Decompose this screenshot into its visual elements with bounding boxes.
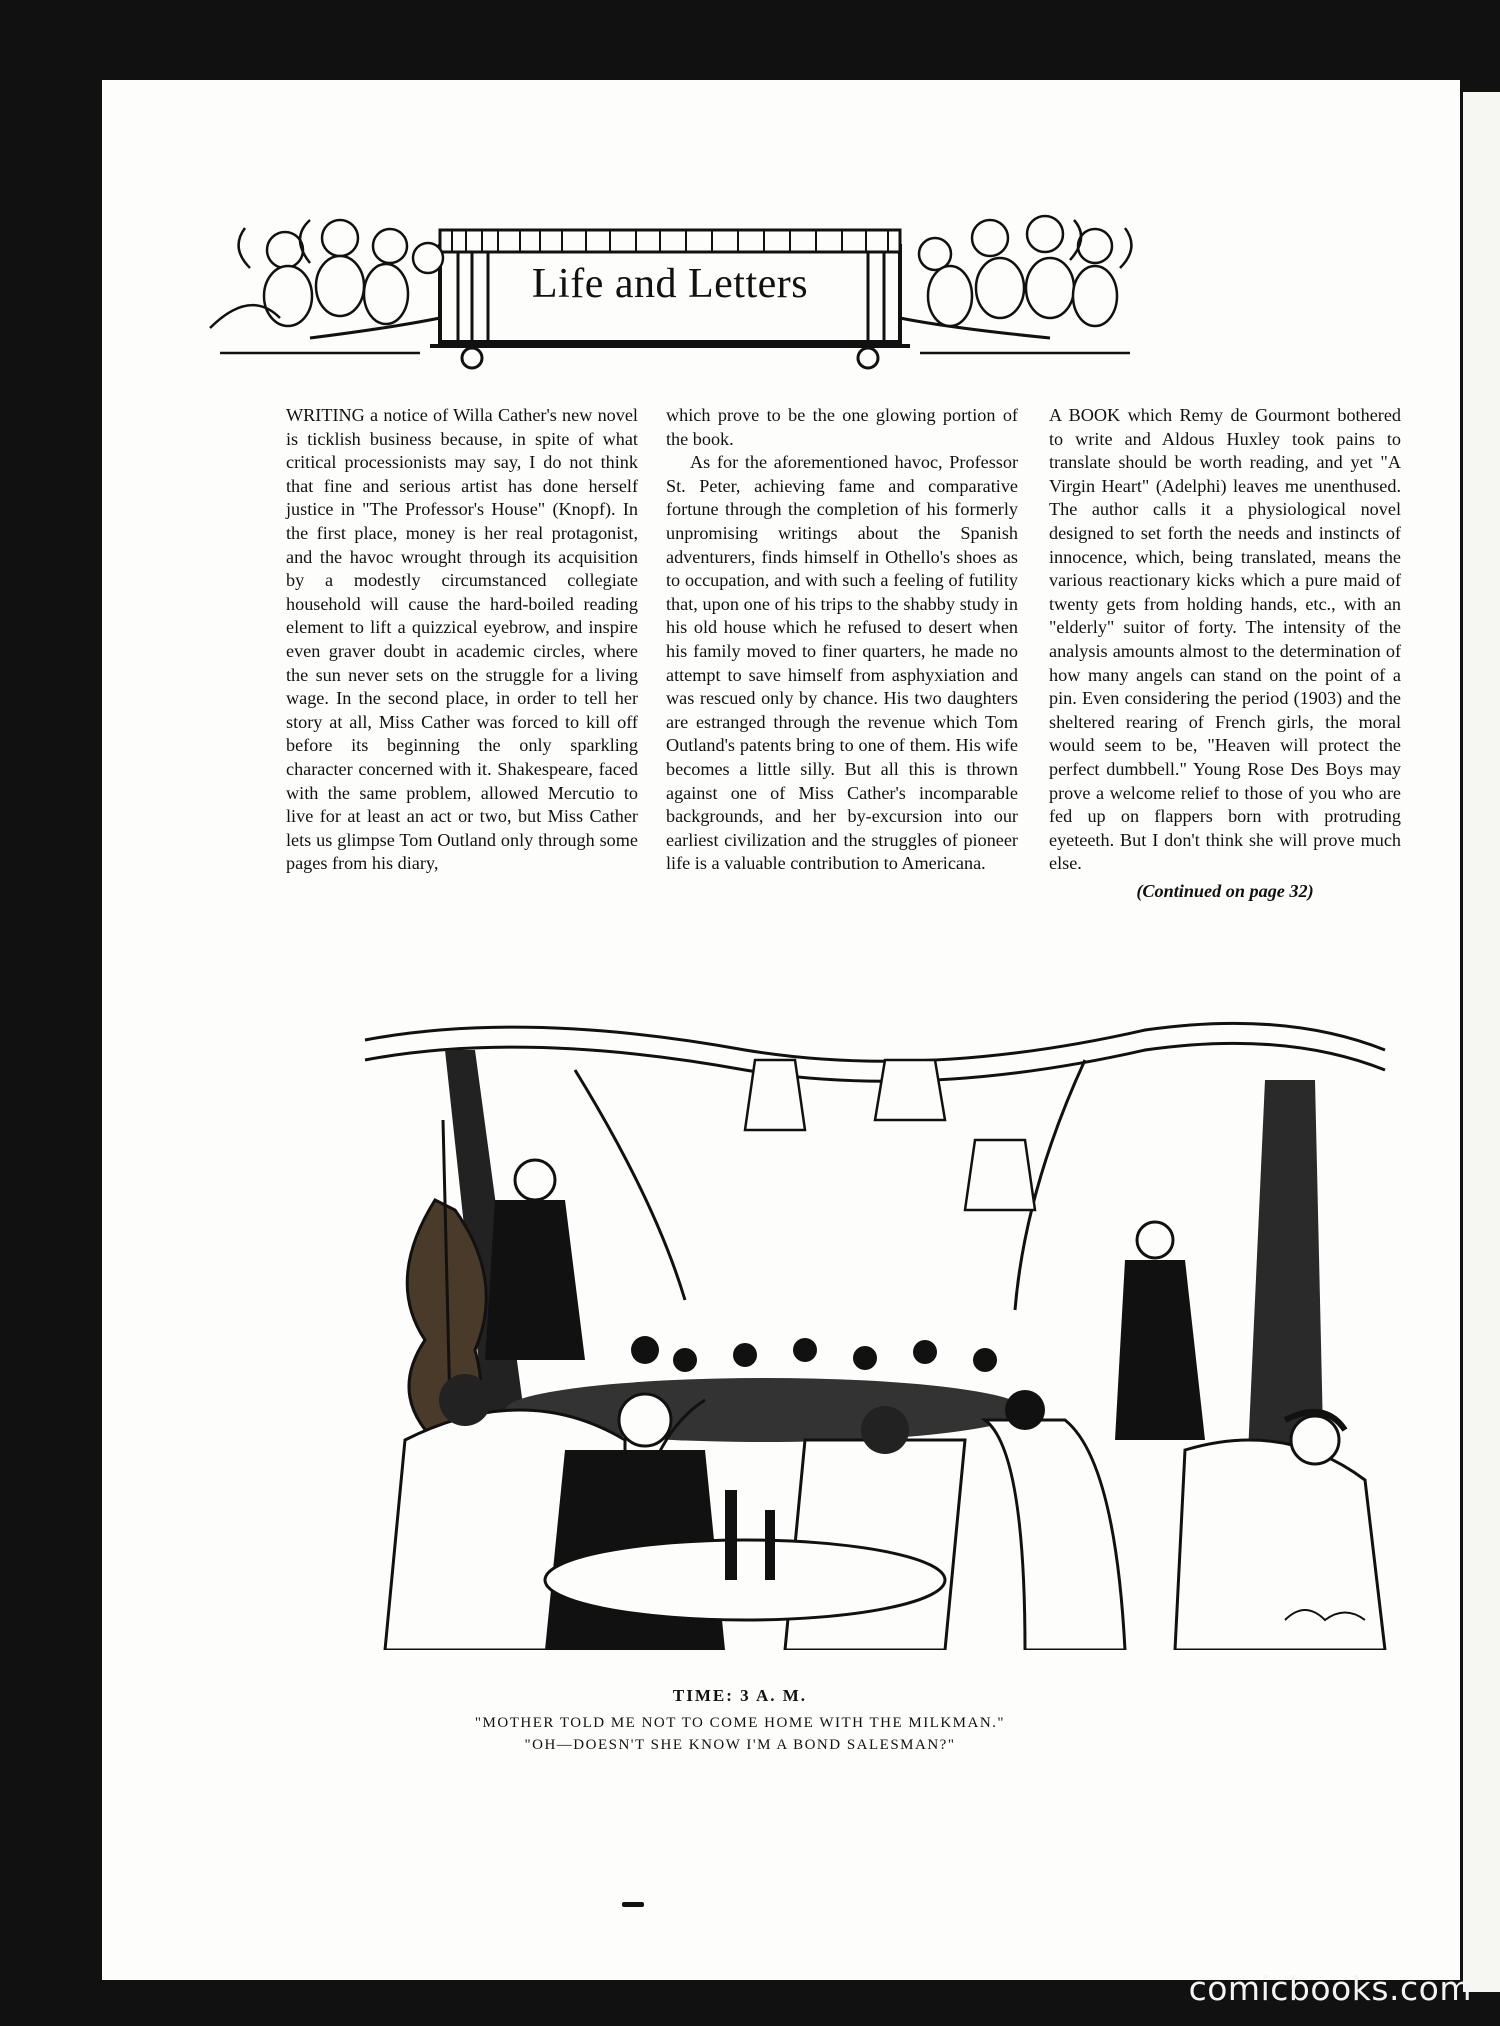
column-2-paragraph-1: which prove to be the one glowing portion of the book. — [666, 405, 1018, 449]
column-1-paragraph: WRITING a notice of Willa Cather's new novel is ticklish business because, in spite of what critical processionists may say, I do not think that fine and serious artist has done herself justice in "The Professor's House" (Knopf). In the first place, money is her real protagonist, and the havoc wrought through its acquisition by a modestly circumstanced collegiate household will cause the hard-boiled reading element to lift a quizzical eyebrow, and inspire even graver doubt in academic circles, where the sun never sets on the struggle for a living wage. In the second place, in order to tell her story at all, Miss Cather was forced to kill off before its beginning the only sparkling character concerned with it. Shakespeare, faced with the same problem, allowed Mercutio to live for at least an act or two, but Miss Cather lets us glimpse Tom Outland only through some pages from his diary, — [286, 405, 638, 874]
column-3-paragraph: A BOOK which Remy de Gourmont bothered to write and Aldous Huxley took pains to translate should be worth reading, and yet "A Virgin Heart" (Adelphi) leaves me unenthused. The author calls it a physiological novel designed to set forth the needs and instincts of innocence, which, being translated, means the various reactionary kicks which a pure maid of twenty gets from holding hands, etc., with an "elderly" suitor of forty. The intensity of the analysis amounts almost to the determination of how many angels can stand on the point of a pin. Even considering the period (1903) and the sheltered rearing of French girls, the moral would seem to be, "Heaven will protect the perfect dumbbell." Young Rose Des Boys may prove a welcome relief to those of you who are fed up on flappers born with protruding eyeteeth. But I don't think she will prove much else. — [1049, 405, 1401, 874]
section-header-ornament — [190, 168, 1150, 380]
next-page-edge — [1463, 92, 1500, 1992]
cartoon-caption — [300, 1686, 1180, 1756]
continued-note: (Continued on page 32) — [1136, 880, 1314, 901]
article-column-1 — [286, 404, 638, 876]
caption-line-1: "MOTHER TOLD ME NOT TO COME HOME WITH THE MILKMAN." — [474, 1715, 1006, 1731]
section-title: Life and Letters — [531, 261, 809, 307]
dance-hall-sketch — [325, 1020, 1397, 1650]
site-watermark: comicbooks.com — [1188, 1969, 1472, 2008]
nightclub-illustration — [325, 1020, 1397, 1650]
caption-line-2: "OH—DOESN'T SHE KNOW I'M A BOND SALESMAN?" — [524, 1737, 956, 1753]
column-2-paragraph-2: As for the aforementioned havoc, Professor St. Peter, achieving fame and comparative fortune through the completion of his formerly unpromising writings about the Spanish adventurers, finds himself in Othello's shoes as to occupation, and with such a feeling of futility that, upon one of his trips to the shabby study in his old house which he refused to desert when his family moved to finer quarters, he made no attempt to save himself from asphyxiation and was rescued only by chance. His two daughters are estranged through the revenue which Tom Outland's patents bring to one of them. His wife becomes a little silly. But all this is thrown against one of Miss Cather's incomparable backgrounds, and her by-excursion into our earliest civilization and the struggles of pioneer life is a valuable contribution to Americana. — [666, 452, 1018, 874]
article-column-3 — [1049, 404, 1401, 903]
caption-title: TIME: 3 A. M. — [672, 1686, 808, 1705]
page-mark — [622, 1902, 644, 1907]
article-column-2 — [666, 404, 1018, 876]
